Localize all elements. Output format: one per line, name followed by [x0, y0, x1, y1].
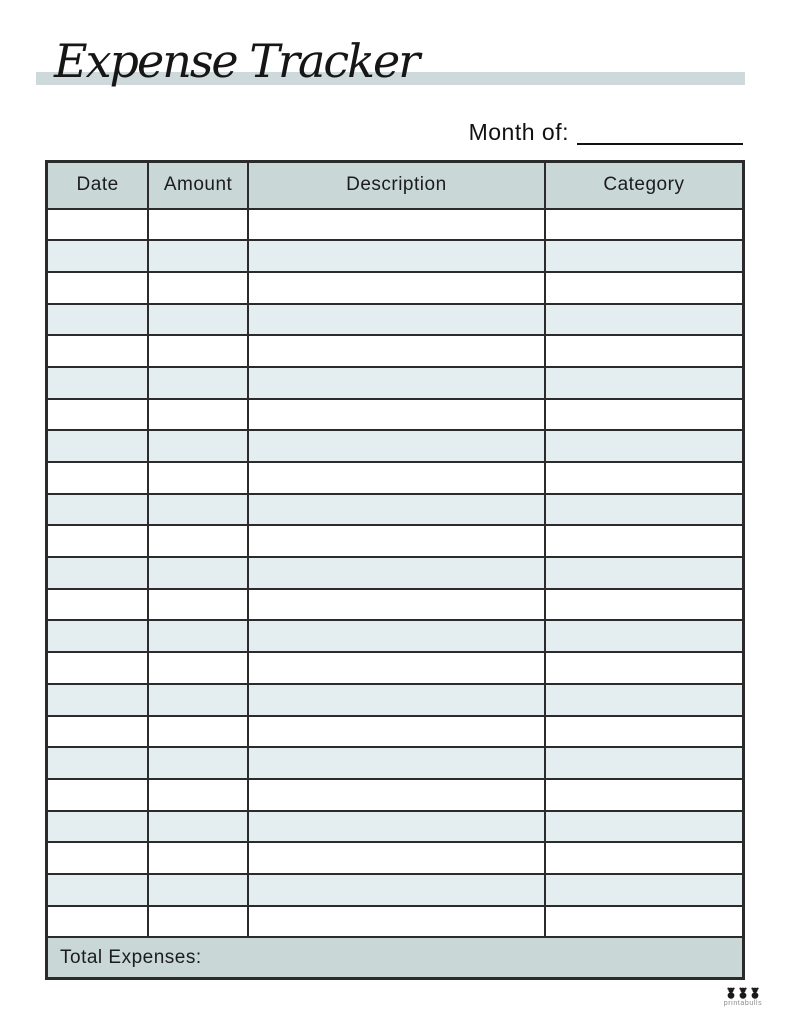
- cell-category[interactable]: [545, 652, 744, 684]
- table-row: [47, 747, 744, 779]
- cell-category[interactable]: [545, 399, 744, 431]
- cell-amount[interactable]: [148, 557, 248, 589]
- cell-date[interactable]: [47, 430, 149, 462]
- printabulls-logo: [719, 986, 767, 1007]
- cell-date[interactable]: [47, 874, 149, 906]
- expense-table: [45, 160, 745, 980]
- cell-description[interactable]: [248, 335, 545, 367]
- three-bulldogs-icon: [725, 986, 761, 999]
- cell-category[interactable]: [545, 842, 744, 874]
- cell-amount[interactable]: [148, 716, 248, 748]
- cell-description[interactable]: [248, 430, 545, 462]
- cell-date[interactable]: [47, 716, 149, 748]
- cell-amount[interactable]: [148, 494, 248, 526]
- table-row: [47, 557, 744, 589]
- cell-description[interactable]: [248, 906, 545, 938]
- table-row: [47, 652, 744, 684]
- cell-amount[interactable]: [148, 589, 248, 621]
- cell-description[interactable]: [248, 209, 545, 241]
- cell-category[interactable]: [545, 272, 744, 304]
- table-row: [47, 684, 744, 716]
- cell-date[interactable]: [47, 304, 149, 336]
- table-row: [47, 842, 744, 874]
- month-of-row: [469, 120, 743, 145]
- total-expenses-label: Total Expenses:: [60, 946, 202, 968]
- cell-amount[interactable]: [148, 462, 248, 494]
- cell-amount[interactable]: [148, 620, 248, 652]
- cell-category[interactable]: [545, 430, 744, 462]
- total-row: [47, 937, 744, 978]
- cell-description[interactable]: [248, 652, 545, 684]
- header-row: [47, 162, 744, 209]
- cell-date[interactable]: [47, 652, 149, 684]
- cell-description[interactable]: [248, 716, 545, 748]
- cell-date[interactable]: [47, 620, 149, 652]
- cell-category[interactable]: [545, 620, 744, 652]
- month-of-label: Month of:: [468, 119, 569, 145]
- header-category: Category: [545, 162, 744, 209]
- cell-description[interactable]: [248, 874, 545, 906]
- header-description: Description: [248, 162, 545, 209]
- cell-date[interactable]: [47, 589, 149, 621]
- cell-date[interactable]: [47, 367, 149, 399]
- cell-category[interactable]: [545, 335, 744, 367]
- cell-category[interactable]: [545, 716, 744, 748]
- table-row: [47, 716, 744, 748]
- table-row: [47, 589, 744, 621]
- cell-date[interactable]: [47, 906, 149, 938]
- cell-description[interactable]: [248, 462, 545, 494]
- cell-category[interactable]: [545, 209, 744, 241]
- cell-date[interactable]: [47, 494, 149, 526]
- cell-description[interactable]: [248, 399, 545, 431]
- cell-date[interactable]: [47, 335, 149, 367]
- cell-category[interactable]: [545, 304, 744, 336]
- cell-description[interactable]: [248, 557, 545, 589]
- cell-description[interactable]: [248, 272, 545, 304]
- cell-category[interactable]: [545, 494, 744, 526]
- cell-category[interactable]: [545, 525, 744, 557]
- cell-description[interactable]: [248, 684, 545, 716]
- cell-description[interactable]: [248, 589, 545, 621]
- table-row: [47, 811, 744, 843]
- cell-category[interactable]: [545, 811, 744, 843]
- cell-category[interactable]: [545, 747, 744, 779]
- cell-date[interactable]: [47, 842, 149, 874]
- expense-table-footer: [47, 937, 744, 978]
- cell-amount[interactable]: [148, 779, 248, 811]
- table-row: [47, 399, 744, 431]
- table-row: [47, 906, 744, 938]
- table-row: [47, 430, 744, 462]
- cell-category[interactable]: [545, 240, 744, 272]
- cell-date[interactable]: [47, 525, 149, 557]
- cell-description[interactable]: [248, 367, 545, 399]
- table-row: [47, 462, 744, 494]
- cell-category[interactable]: [545, 589, 744, 621]
- table-row: [47, 209, 744, 241]
- cell-date[interactable]: [47, 399, 149, 431]
- month-input-line[interactable]: [577, 121, 743, 145]
- cell-description[interactable]: [248, 240, 545, 272]
- cell-date[interactable]: [47, 811, 149, 843]
- cell-amount[interactable]: [148, 525, 248, 557]
- table-row: [47, 494, 744, 526]
- cell-date[interactable]: [47, 684, 149, 716]
- cell-category[interactable]: [545, 874, 744, 906]
- cell-category[interactable]: [545, 557, 744, 589]
- page-title: Expense Tracker: [54, 34, 419, 88]
- cell-amount[interactable]: [148, 874, 248, 906]
- cell-date[interactable]: [47, 557, 149, 589]
- cell-description[interactable]: [248, 525, 545, 557]
- cell-amount[interactable]: [148, 240, 248, 272]
- cell-date[interactable]: [47, 209, 149, 241]
- cell-amount[interactable]: [148, 430, 248, 462]
- cell-amount[interactable]: [148, 367, 248, 399]
- table-row: [47, 779, 744, 811]
- table-row: [47, 525, 744, 557]
- expense-table-header: [47, 162, 744, 209]
- cell-amount[interactable]: [148, 399, 248, 431]
- cell-amount[interactable]: [148, 842, 248, 874]
- cell-date[interactable]: [47, 240, 149, 272]
- expense-rows: [47, 209, 744, 938]
- cell-description[interactable]: [248, 620, 545, 652]
- cell-category[interactable]: [545, 367, 744, 399]
- cell-amount[interactable]: [148, 335, 248, 367]
- header-date: Date: [47, 162, 149, 209]
- cell-amount[interactable]: [148, 304, 248, 336]
- cell-category[interactable]: [545, 684, 744, 716]
- cell-category[interactable]: [545, 779, 744, 811]
- cell-description[interactable]: [248, 811, 545, 843]
- cell-date[interactable]: [47, 779, 149, 811]
- table-row: [47, 240, 744, 272]
- cell-amount[interactable]: [148, 906, 248, 938]
- cell-description[interactable]: [248, 304, 545, 336]
- cell-date[interactable]: [47, 272, 149, 304]
- cell-amount[interactable]: [148, 652, 248, 684]
- cell-date[interactable]: [47, 462, 149, 494]
- cell-description[interactable]: [248, 747, 545, 779]
- cell-amount[interactable]: [148, 209, 248, 241]
- table-row: [47, 874, 744, 906]
- cell-category[interactable]: [545, 906, 744, 938]
- cell-amount[interactable]: [148, 272, 248, 304]
- table-row: [47, 272, 744, 304]
- cell-amount[interactable]: [148, 684, 248, 716]
- table-row: [47, 335, 744, 367]
- table-row: [47, 620, 744, 652]
- cell-description[interactable]: [248, 494, 545, 526]
- cell-date[interactable]: [47, 747, 149, 779]
- table-row: [47, 304, 744, 336]
- table-row: [47, 367, 744, 399]
- cell-category[interactable]: [545, 462, 744, 494]
- brand-name: printabulls: [723, 1000, 763, 1007]
- cell-amount[interactable]: [148, 747, 248, 779]
- cell-description[interactable]: [248, 779, 545, 811]
- header-amount: Amount: [148, 162, 248, 209]
- cell-description[interactable]: [248, 842, 545, 874]
- cell-amount[interactable]: [148, 811, 248, 843]
